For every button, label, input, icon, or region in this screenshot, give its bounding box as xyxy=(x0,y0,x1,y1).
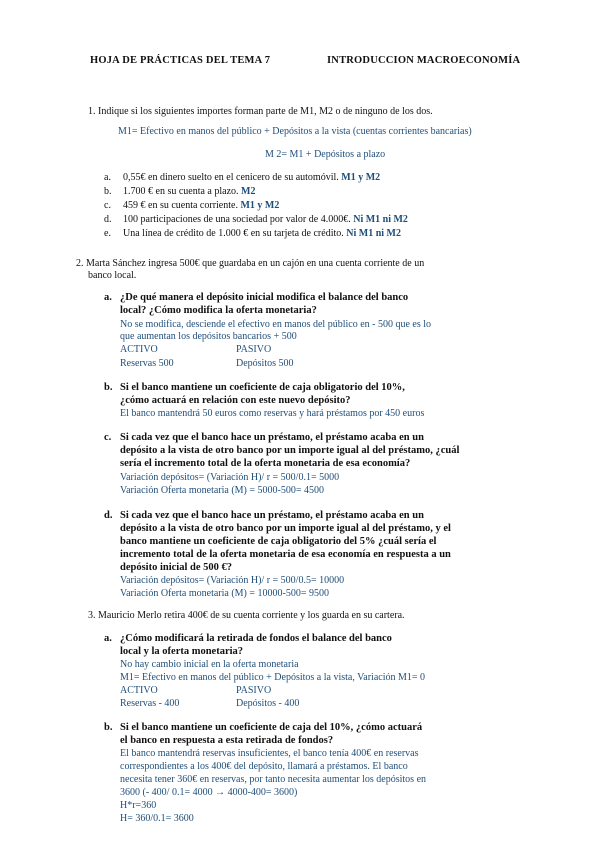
q2c-label: c. xyxy=(104,432,112,443)
q3a-label: a. xyxy=(104,633,112,644)
q2d-label: d. xyxy=(104,510,113,521)
balance-pasivo-header-3: PASIVO xyxy=(236,685,272,696)
balance-activo-value-3: Reservas - 400 xyxy=(120,698,180,709)
q2b-answer-line1: El banco mantendrá 50 euros como reservas y hará préstamos por 450 euros xyxy=(120,408,425,419)
item-text: 1.700 € en su cuenta a plazo. xyxy=(123,186,239,197)
q3b-answer-line6: H= 360/0.1= 3600 xyxy=(120,813,194,824)
item-label: b. xyxy=(104,186,112,197)
balance-activo-header-3: ACTIVO xyxy=(120,685,158,696)
q2d-question-line3: banco mantiene un coeficiente de caja obligatorio del 5% ¿cuál sería el xyxy=(120,536,437,547)
q3b-label: b. xyxy=(104,722,113,733)
item-label: c. xyxy=(104,200,111,211)
item-answer: M1 y M2 xyxy=(240,200,280,211)
q2a-question-line2: local? ¿Cómo modifica la oferta monetaria? xyxy=(120,305,317,316)
q3b-question-line1: Si el banco mantiene un coeficiente de caja del 10%, ¿cómo actuará xyxy=(120,722,423,733)
item-text: 100 participaciones de una sociedad por valor de 4.000€. xyxy=(123,214,351,225)
q2d-question-line4: incremento total de la oferta monetaria de esa economía en respuesta a un xyxy=(120,549,451,560)
q1-item-d xyxy=(104,214,408,226)
item-text: Una línea de crédito de 1.000 € en su tarjeta de crédito. xyxy=(123,228,344,239)
q3a-answer-line1: No hay cambio inicial en la oferta monetaria xyxy=(120,659,299,670)
balance-pasivo-header: PASIVO xyxy=(236,344,272,355)
question-2-prompt-line1: 2. Marta Sánchez ingresa 500€ que guardaba en un cajón en una cuenta corriente de un xyxy=(76,258,425,269)
document-subject: INTRODUCCION MACROECONOMÍA xyxy=(327,55,521,66)
q2d-question-line1: Si cada vez que el banco hace un préstamo, el préstamo acaba en un xyxy=(120,510,424,521)
question-3-prompt: 3. Mauricio Merlo retira 400€ de su cuenta corriente y los guarda en su cartera. xyxy=(88,610,405,621)
q3b-answer-line3: necesita tener 360€ en reservas, por tanto necesita aumentar los depósitos en xyxy=(120,774,427,785)
q1-item-a xyxy=(104,172,380,184)
item-text: 0,55€ en dinero suelto en el cenicero de su automóvil. xyxy=(123,172,339,183)
balance-pasivo-value-3: Depósitos - 400 xyxy=(236,698,300,709)
q3a-question-line2: local y la oferta monetaria? xyxy=(120,646,244,657)
definition-m2: M 2= M1 + Depósitos a plazo xyxy=(265,149,386,160)
q2c-answer-line1: Variación depósitos= (Variación H)/ r = 500/0.1= 5000 xyxy=(120,472,340,483)
q2c-question-line2: depósito a la vista de otro banco por un importe igual al del préstamo, ¿cuál xyxy=(120,445,460,456)
q2c-answer-line2: Variación Oferta monetaria (M) = 5000-500= 4500 xyxy=(120,485,324,496)
item-label: e. xyxy=(104,228,111,239)
q2a-answer-line2: que aumentan los depósitos bancarios + 500 xyxy=(120,331,297,342)
q1-item-b xyxy=(104,186,255,198)
balance-activo-header: ACTIVO xyxy=(120,344,158,355)
item-answer: M2 xyxy=(241,186,256,197)
q2a-label: a. xyxy=(104,292,112,303)
item-label: a. xyxy=(104,172,111,183)
item-answer: M1 y M2 xyxy=(341,172,381,183)
q3a-question-line1: ¿Cómo modificará la retirada de fondos el balance del banco xyxy=(120,633,392,644)
q1-item-c xyxy=(104,200,279,212)
item-answer: Ni M1 ni M2 xyxy=(346,228,401,239)
document-title: HOJA DE PRÁCTICAS DEL TEMA 7 xyxy=(90,55,271,66)
q2d-question-line2: depósito a la vista de otro banco por un importe igual al del préstamo, y el xyxy=(120,523,451,534)
q2d-question-line5: depósito inicial de 500 €? xyxy=(120,562,233,573)
balance-pasivo-value: Depósitos 500 xyxy=(236,358,294,369)
q2c-question-line3: sería el incremento total de la oferta monetaria de esa economía? xyxy=(120,458,411,469)
q3b-answer-line1: El banco mantendrá reservas insuficientes, el banco tenía 400€ en reservas xyxy=(120,748,419,759)
q2c-question-line1: Si cada vez que el banco hace un préstamo, el préstamo acaba en un xyxy=(120,432,424,443)
q2b-label: b. xyxy=(104,382,113,393)
item-text: 459 € en su cuenta corriente. xyxy=(123,200,238,211)
q2b-question-line1: Si el banco mantiene un coeficiente de caja obligatorio del 10%, xyxy=(120,382,405,393)
item-label: d. xyxy=(104,214,112,225)
q2d-answer-line1: Variación depósitos= (Variación H)/ r = 500/0.5= 10000 xyxy=(120,575,345,586)
q2d-answer-line2: Variación Oferta monetaria (M) = 10000-500= 9500 xyxy=(120,588,329,599)
question-1-prompt: 1. Indique si los siguientes importes forman parte de M1, M2 o de ninguno de los dos. xyxy=(88,106,433,117)
q3b-question-line2: el banco en respuesta a esta retirada de fondos? xyxy=(120,735,334,746)
question-2-prompt-line2: banco local. xyxy=(88,270,137,281)
q3a-answer-line2: M1= Efectivo en manos del público + Depósitos a la vista, Variación M1= 0 xyxy=(120,672,426,683)
q2a-question-line1: ¿De qué manera el depósito inicial modifica el balance del banco xyxy=(120,292,409,303)
q2b-question-line2: ¿cómo actuará en relación con este nuevo depósito? xyxy=(120,395,351,406)
q2a-answer-line1: No se modifica, desciende el efectivo en manos del público en - 500 que es lo xyxy=(120,319,432,330)
q1-item-e xyxy=(104,228,401,240)
item-answer: Ni M1 ni M2 xyxy=(353,214,408,225)
balance-activo-value: Reservas 500 xyxy=(120,358,174,369)
q3b-answer-line2: correspondientes a los 400€ del depósito, llamará a préstamos. El banco xyxy=(120,761,408,772)
definition-m1: M1= Efectivo en manos del público + Depósitos a la vista (cuentas corrientes bancarias) xyxy=(118,126,472,137)
q3b-answer-line4: 3600 (- 400/ 0.1= 4000 → 4000-400= 3600) xyxy=(120,787,298,798)
q3b-answer-line5: H*r=360 xyxy=(120,800,157,811)
